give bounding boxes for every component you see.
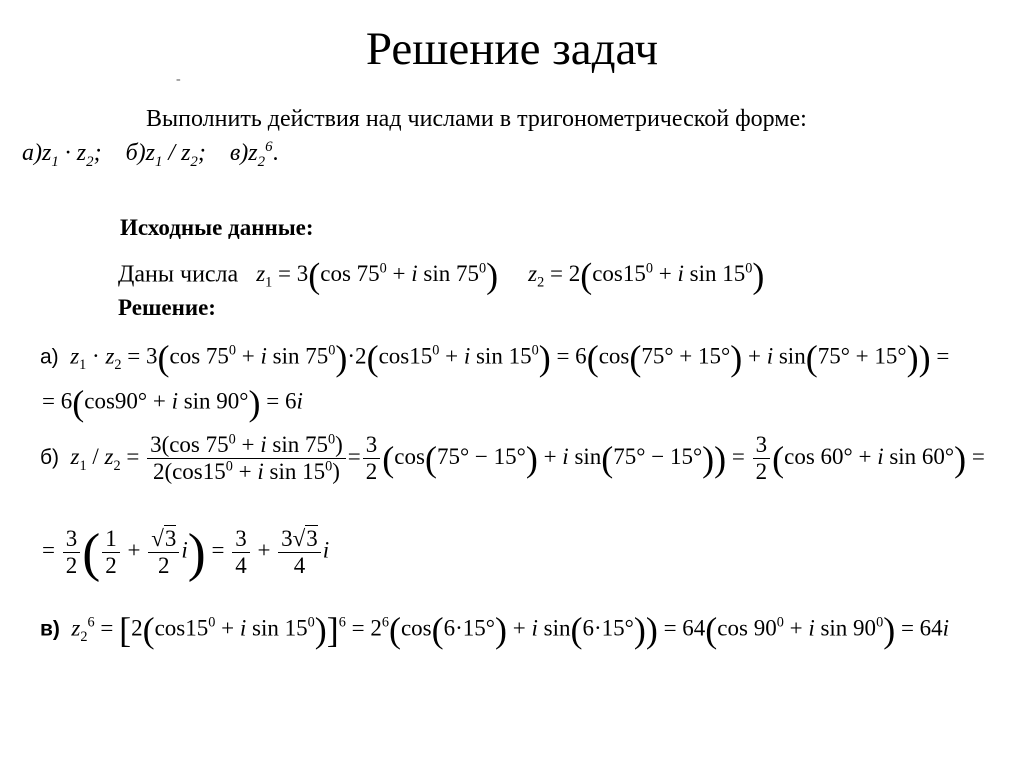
solution-heading: Решение: — [118, 295, 216, 320]
z2-definition: $z_2 = 2(\cos 15^0 + i$ $\sin 15^0$) — [528, 256, 765, 296]
dash-mark: - — [176, 72, 181, 87]
task-part-b-label: б) — [125, 140, 146, 166]
task-statement: Выполнить действия над числами в тригонометрической форме: — [146, 106, 807, 132]
fraction-z1-over-z2: $\frac{3(\cos 75^0 + i \sin 75^0)}{2(\cos 15^0 + i \sin 15^0)}$ — [147, 432, 346, 486]
solution-c-line1: в) $z_2^6 = [2(\cos 15^0 + i$ $\sin 15^0)]^6 = 2^6(\cos(6\cdot 15^\circ) + i$ sin(6·15°)) = 64(cos $90^0 + i$ $\sin 90^0) = 64i$ — [40, 610, 950, 650]
solution-b-line2: = $\frac{3}{2}$ ( $\frac{1}{2}$ + $\frac{√3}{2}$ i) = $\frac{3}{4}$ + $\frac{3√3}{4}$ i — [42, 522, 330, 583]
task-part-a-label: а) — [22, 140, 42, 166]
given-label: Даны числа — [118, 261, 239, 288]
part-b-label: б) — [40, 446, 60, 470]
given-row — [118, 258, 764, 294]
task-parts: $а)z_1 \cdot z_2$; $б)z_1 / z_2$; $в)z_2^6$. — [22, 139, 279, 170]
part-c-label: в) — [40, 617, 60, 641]
slide-title: Решение задач — [365, 23, 659, 75]
part-a-label: а) — [40, 345, 59, 369]
z1-definition: $z_1 = 3(\cos$ $75^0 + i$ $\sin 75^0$) — [256, 256, 499, 296]
given-heading: Исходные данные: — [120, 215, 314, 240]
solution-b-line1: б) $z_1 / z_2$ = $\frac{3(\cos 75^0 + i \sin 75^0)}{2(\cos 15^0 + i \sin 15^0)}$ = $\frac{3}{2}$ (cos(75° − 15°) + i sin(75° − 15°)) = $\frac{3}{2}$ (cos 60° + i sin 60°) = — [40, 431, 985, 485]
task-part-c-label: в) — [229, 140, 249, 166]
solution-a-line1: а) $z_1 \cdot z_2 = 3(\cos$ $75^0 + i$ $\sin 75^0)\cdot 2(\cos 15^0 + i$ $\sin 15^0) = 6(\cos(75^\circ + 15^\circ) + i$ sin(75° + 15°)) = — [40, 338, 950, 378]
solution-a-line2: = 6(cos90° + i sin 90°) = 6i — [42, 383, 303, 423]
